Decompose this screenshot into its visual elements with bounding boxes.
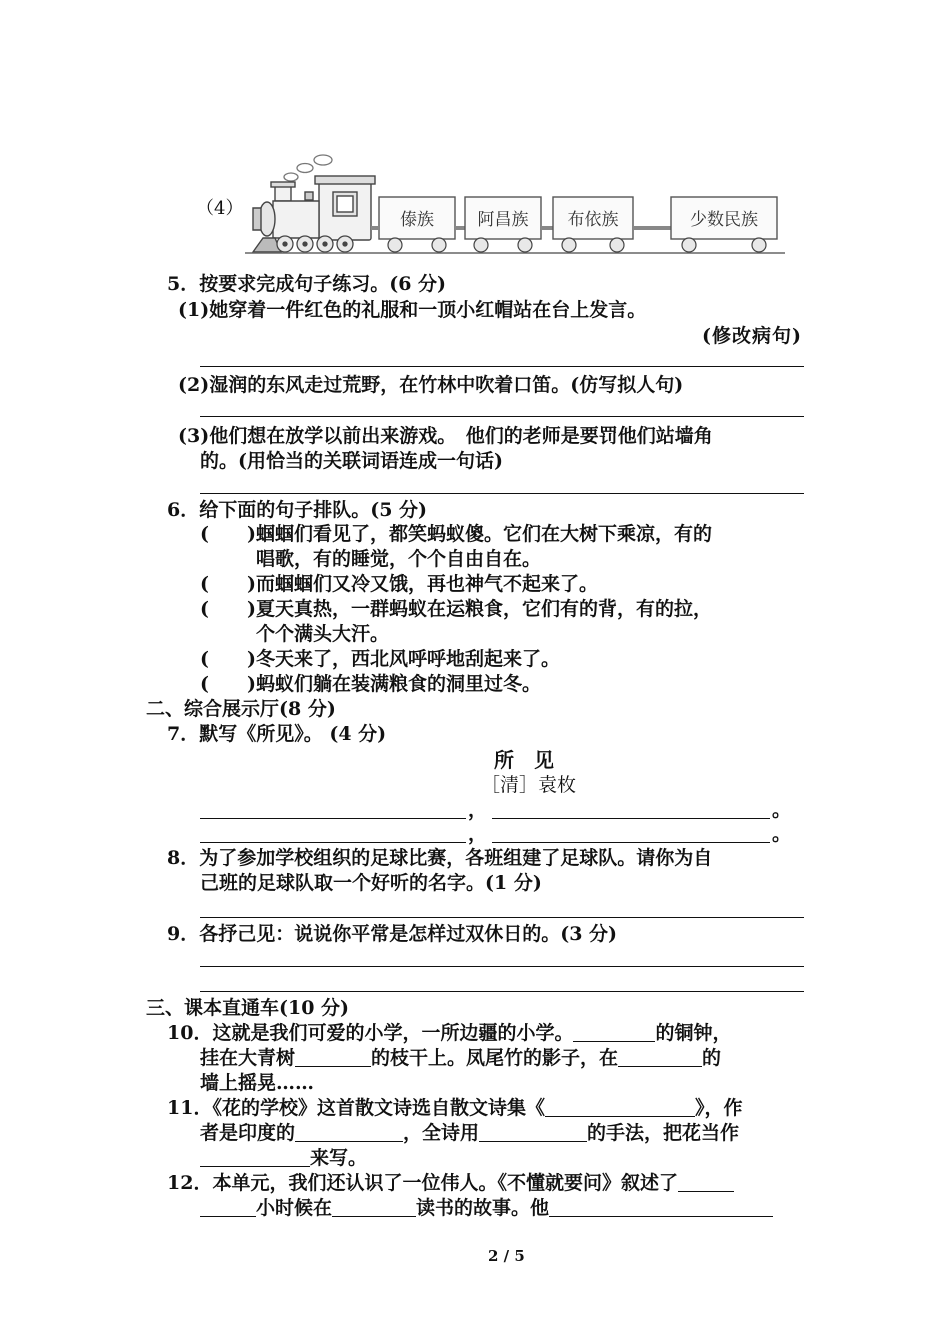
answer-line[interactable]: [200, 416, 804, 417]
fill-blank[interactable]: [545, 1098, 695, 1117]
smoke-puff-icon: [297, 164, 313, 173]
fill-blank[interactable]: [618, 1048, 702, 1067]
q5-sentence-3-line1: (3)他们想在放学以前出来游戏。 他们的老师是要罚他们站墙角: [178, 425, 713, 447]
q5-hint-1: (修改病句): [702, 325, 802, 347]
q5-title: 5．按要求完成句子练习。(6 分): [167, 273, 447, 295]
fill-blank[interactable]: [200, 1148, 310, 1167]
answer-line[interactable]: [200, 917, 804, 918]
train-car-label: 阿昌族: [477, 210, 529, 230]
q7-title: 7．默写《所见》。 (4 分): [167, 723, 387, 745]
q6-sentence-4: 冬天来了，西北风呼呼地刮起来了。: [256, 648, 561, 670]
train-car-label: 傣族: [400, 210, 434, 230]
order-paren[interactable]: ( ): [200, 573, 256, 595]
q6-sentence-1-line1: 蝈蝈们看见了，都笑蚂蚁傻。它们在大树下乘凉，有的: [256, 523, 713, 545]
q11-line1: 11．《花的学校》这首散文诗选自散文诗集《 》，作: [167, 1097, 743, 1119]
q6-sentence-5: 蚂蚁们躺在装满粮食的洞里过冬。: [256, 673, 542, 695]
poem-answer-line[interactable]: [492, 842, 770, 843]
poem-answer-line[interactable]: [492, 818, 770, 819]
order-paren[interactable]: ( ): [200, 523, 256, 545]
fill-blank[interactable]: [295, 1048, 371, 1067]
fill-blank[interactable]: [678, 1173, 734, 1192]
locomotive: [253, 176, 375, 252]
q8-line1: 8．为了参加学校组织的足球比赛，各班组建了足球队。请你为自: [167, 847, 713, 869]
q12-line1: 12．本单元，我们还认识了一位伟人。《不懂就要问》叙述了: [167, 1171, 734, 1195]
order-paren[interactable]: ( ): [200, 598, 256, 620]
fill-blank[interactable]: [479, 1123, 587, 1142]
poem-author: ［清］袁枚: [481, 774, 577, 796]
order-paren[interactable]: ( ): [200, 673, 256, 695]
train-car: [671, 197, 777, 252]
q5-sentence-3-line2: 的。(用恰当的关联词语连成一句话): [200, 450, 503, 472]
train-car-label: 少数民族: [690, 210, 758, 230]
q6-sentence-3-line1: 夏天真热，一群蚂蚁在运粮食，它们有的背，有的拉，: [256, 598, 713, 620]
q5-sentence-1: (1)她穿着一件红色的礼服和一顶小红帽站在台上发言。: [178, 299, 647, 321]
q11-line3: 来写。: [200, 1146, 367, 1170]
q10-line2: 挂在大青树 的枝干上。凤尾竹的影子，在 的: [200, 1047, 722, 1069]
smoke-puff-icon: [314, 155, 332, 165]
q6-sentence-1-line2: 唱歌，有的睡觉，个个自由自在。: [256, 548, 542, 570]
fill-blank[interactable]: [549, 1198, 773, 1217]
q10-line3: 墙上摇晃……: [200, 1072, 315, 1094]
q6-sentence-2: 而蝈蝈们又冷又饿，再也神气不起来了。: [256, 573, 599, 595]
answer-line[interactable]: [200, 991, 804, 992]
train-car: [465, 197, 541, 252]
poem-comma: ，: [468, 823, 488, 845]
q10-line1: 10．这就是我们可爱的小学，一所边疆的小学。 的铜钟，: [167, 1022, 732, 1044]
poem-period: 。: [772, 799, 792, 821]
train-car: [553, 197, 633, 252]
answer-line[interactable]: [200, 366, 804, 367]
train-car: [379, 197, 455, 252]
fill-blank[interactable]: [295, 1123, 403, 1142]
train-car-label: 布依族: [567, 210, 619, 230]
poem-comma: ，: [468, 799, 488, 821]
page-number: 2 / 5: [488, 1247, 525, 1265]
section-3-title: 三、课本直通车(10 分): [146, 997, 350, 1019]
section-2-title: 二、综合展示厅(8 分): [146, 698, 336, 720]
q5-sentence-2: (2)湿润的东风走过荒野，在竹林中吹着口笛。(仿写拟人句): [178, 374, 684, 396]
q12-line2: 小时候在 读书的故事。他: [200, 1196, 773, 1220]
fill-blank[interactable]: [200, 1198, 256, 1217]
poem-title: 所 见: [494, 748, 554, 772]
q8-line2: 己班的足球队取一个好听的名字。(1 分): [200, 872, 542, 894]
q6-sentence-3-line2: 个个满头大汗。: [256, 623, 390, 645]
poem-answer-line[interactable]: [200, 842, 466, 843]
answer-line[interactable]: [200, 966, 804, 967]
fill-blank[interactable]: [573, 1023, 655, 1042]
train-illustration: [245, 152, 785, 262]
order-paren[interactable]: ( ): [200, 648, 256, 670]
q11-line2: 者是印度的 ，全诗用 的手法，把花当作: [200, 1122, 740, 1144]
poem-answer-line[interactable]: [200, 818, 466, 819]
q9-title: 9．各抒己见：说说你平常是怎样过双休日的。(3 分): [167, 923, 618, 945]
q4-label: （4）: [196, 198, 244, 219]
q6-title: 6．给下面的句子排队。(5 分): [167, 499, 428, 521]
fill-blank[interactable]: [332, 1198, 416, 1217]
answer-line[interactable]: [200, 493, 804, 494]
poem-period: 。: [772, 823, 792, 845]
smoke-puff-icon: [284, 173, 298, 181]
